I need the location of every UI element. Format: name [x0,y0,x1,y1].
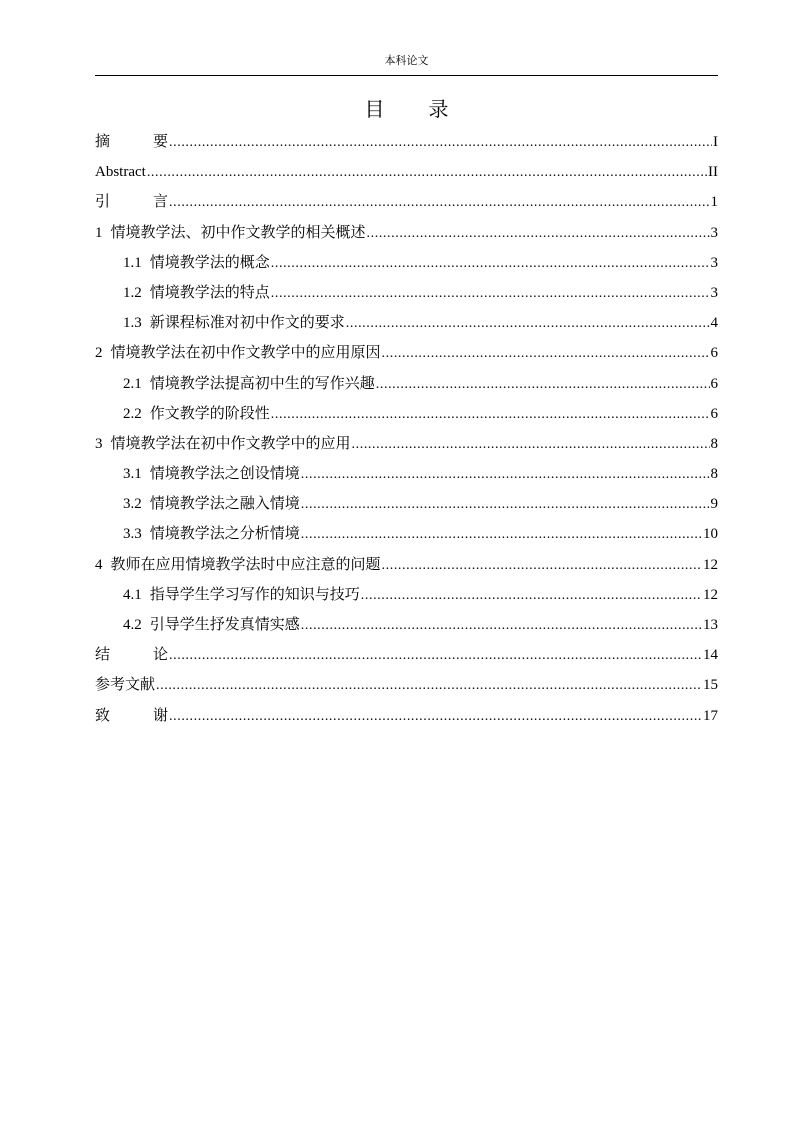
toc-entry-char: 结 [95,645,111,664]
page-header [95,54,718,76]
toc-entry-label [123,277,270,308]
toc-entry-page-number: 15 [703,677,718,694]
toc-entry-page-number: 6 [710,375,718,392]
toc-entry-char: 言 [153,192,169,211]
toc-entry-page-number: 3 [710,254,718,271]
toc-entry-page-number: I [713,134,718,150]
toc-entry-number: 4.2 [123,617,142,633]
toc-entry-text: 教师在应用情境教学法时中应注意的问题 [110,554,381,573]
toc-entry-label [95,337,381,368]
toc-entry[interactable] [95,337,718,367]
toc-entry-page-number: 17 [703,707,718,724]
toc-entry-page-number: 6 [710,345,718,362]
toc-entry[interactable] [95,639,718,669]
toc-leader-dots [147,158,707,188]
toc-entry-page-number: 6 [710,405,718,422]
toc-leader-dots [301,611,702,641]
toc-entry-char: 要 [153,132,169,150]
toc-entry-number: 3.1 [123,466,142,483]
toc-entry-page-number: II [708,164,718,181]
toc-leader-dots [382,551,702,581]
toc-leader-dots [271,400,710,430]
toc-entry[interactable] [95,247,718,277]
toc-entry[interactable] [95,368,718,398]
toc-entry-text: 情境教学法、初中作文教学的相关概述 [110,222,366,241]
toc-leader-dots [169,641,702,671]
toc-entry-text: 情境教学法的特点 [149,282,270,301]
toc-entry[interactable] [95,277,718,307]
toc-entry-number: 3.2 [123,496,142,513]
toc-entry-label [95,428,351,459]
toc-entry[interactable] [95,700,718,730]
toc-entry-label [123,247,270,278]
toc-entry-label [123,488,300,519]
toc-leader-dots [352,430,710,460]
toc-entry-text: 情境教学法之创设情境 [149,464,300,483]
toc-entry[interactable] [95,549,718,579]
toc-entry-number: 2.1 [123,375,142,392]
toc-entry-label [123,458,300,489]
toc-entry-text: 引导学生抒发真情实感 [149,615,300,633]
toc-entry-text: 指导学生学习写作的知识与技巧 [149,584,360,603]
toc-leader-dots [169,702,702,732]
toc-leader-dots [271,249,710,279]
toc-entry-label [95,549,381,580]
toc-leader-dots [346,309,710,339]
toc-title-char-1: 目 [364,97,385,121]
toc-entry[interactable] [95,609,718,639]
toc-entry[interactable] [95,518,718,548]
toc-entry-page-number: 1 [710,194,718,211]
header-text: 本科论文 [384,54,429,67]
toc-leader-dots [301,490,710,520]
toc-entry-number: 1.3 [123,315,142,332]
toc-leader-dots [301,520,702,550]
toc-entry-text: 情境教学法之分析情境 [149,524,300,543]
toc-entry-page-number: 10 [703,526,718,543]
toc-entry-char: 谢 [153,705,169,724]
table-of-contents [95,126,718,730]
toc-entry-label [123,398,270,429]
toc-entry-page-number: 8 [710,466,718,483]
toc-entry-page-number: 3 [710,224,718,241]
toc-entry-text: 作文教学的阶段性 [149,403,270,422]
toc-entry-label [123,579,360,610]
toc-entry-label [123,307,345,338]
toc-title-char-2: 录 [428,97,449,121]
toc-entry-text: Abstract [95,164,146,181]
toc-entry-label [95,700,168,730]
toc-entry-page-number: 8 [710,435,718,452]
toc-entry[interactable] [95,488,718,518]
toc-entry-label [95,156,146,187]
toc-entry-char: 引 [95,192,111,211]
toc-entry-label [95,669,155,699]
toc-entry-page-number: 13 [703,617,718,633]
toc-entry-number: 2 [95,345,103,362]
toc-entry-number: 3.3 [123,526,142,543]
toc-entry-number: 2.2 [123,405,142,422]
toc-entry-label [95,126,168,156]
toc-entry-char: 致 [95,705,111,724]
toc-entry-text: 情境教学法提高初中生的写作兴趣 [149,373,375,392]
toc-entry-page-number: 3 [710,284,718,301]
toc-entry[interactable] [95,217,718,247]
toc-leader-dots [169,188,709,218]
toc-entry-page-number: 12 [703,556,718,573]
toc-entry-number: 1.2 [123,284,142,301]
toc-entry-number: 4.1 [123,586,142,603]
toc-entry-label [95,639,168,669]
toc-entry-text: 新课程标准对初中作文的要求 [149,313,345,332]
toc-entry-text: 情境教学法之融入情境 [149,494,300,513]
toc-leader-dots [169,128,712,158]
toc-entry-char: 论 [153,645,169,664]
toc-entry[interactable] [95,307,718,337]
toc-leader-dots [361,581,702,611]
toc-entry[interactable] [95,398,718,428]
toc-entry-text: 情境教学法在初中作文教学中的应用原因 [110,343,381,362]
toc-entry[interactable] [95,579,718,609]
toc-entry-page-number: 14 [703,647,718,664]
toc-entry-char: 摘 [95,132,111,150]
toc-leader-dots [382,339,710,369]
toc-entry-text: 情境教学法在初中作文教学中的应用 [110,433,351,452]
toc-title [95,96,718,122]
toc-entry-number: 1.1 [123,254,142,271]
toc-entry-page-number: 9 [710,496,718,513]
toc-entry-label [95,186,168,216]
toc-entry[interactable] [95,186,718,216]
toc-entry-label [123,609,300,640]
toc-entry-label [123,368,375,399]
toc-leader-dots [156,671,702,701]
toc-entry[interactable] [95,669,718,699]
toc-leader-dots [271,279,710,309]
toc-entry-label [123,518,300,549]
toc-leader-dots [301,460,710,490]
toc-entry[interactable] [95,458,718,488]
toc-leader-dots [367,219,710,249]
toc-entry[interactable] [95,428,718,458]
toc-entry-number: 3 [95,435,103,452]
toc-entry-label [95,217,366,248]
toc-entry-text: 参考文献 [95,675,156,694]
toc-entry[interactable] [95,126,718,156]
toc-entry-text: 情境教学法的概念 [149,252,270,271]
toc-leader-dots [376,370,710,400]
toc-entry-number: 1 [95,224,103,241]
toc-entry-number: 4 [95,556,103,573]
toc-entry-page-number: 12 [703,586,718,603]
toc-entry[interactable] [95,156,718,186]
toc-entry-page-number: 4 [710,315,718,332]
